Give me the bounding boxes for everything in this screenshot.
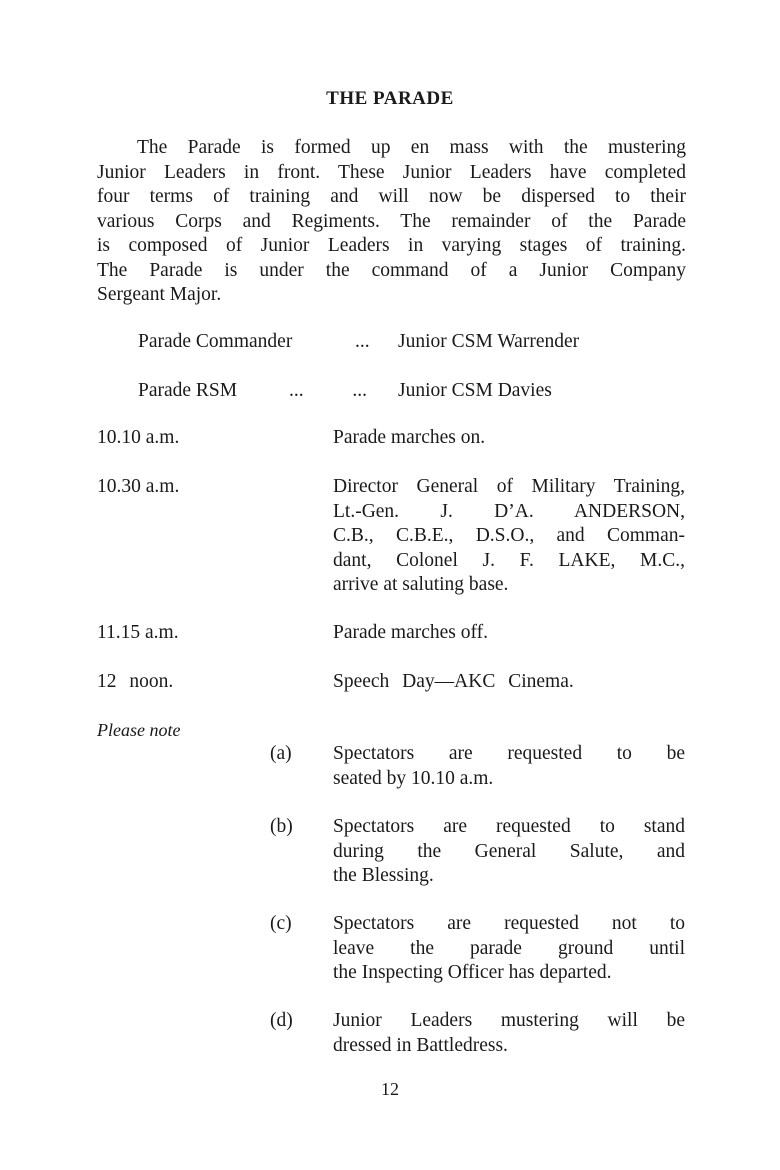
intro-line: Sergeant Major. xyxy=(97,284,222,305)
schedule-line: Parade marches off. xyxy=(333,622,489,643)
note-line: Junior Leaders mustering will be xyxy=(333,1010,685,1031)
schedule-time: 12 noon. xyxy=(97,671,174,692)
appointment-role: Parade RSM xyxy=(138,380,238,401)
note-marker: (b) xyxy=(270,816,293,837)
schedule-line: arrive at saluting base. xyxy=(333,574,509,595)
intro-line: four terms of training and will now be dispersed to their xyxy=(97,186,686,207)
intro-line: The Parade is formed up en mass with the mustering xyxy=(137,137,686,158)
schedule-time: 11.15 a.m. xyxy=(97,622,179,643)
schedule-line: C.B., C.B.E., D.S.O., and Comman- xyxy=(333,525,685,546)
schedule-line: Parade marches on. xyxy=(333,427,486,448)
schedule-line: dant, Colonel J. F. LAKE, M.C., xyxy=(333,549,685,571)
appointment-name: Junior CSM Davies xyxy=(398,380,552,401)
note-line: seated by 10.10 a.m. xyxy=(333,767,494,789)
schedule-line: Director General of Military Training, xyxy=(333,476,685,497)
intro-line: Junior Leaders in front. These Junior Leaders have completed xyxy=(97,161,686,183)
page-title: THE PARADE xyxy=(326,88,454,109)
appointment-role: Parade Commander xyxy=(138,331,293,352)
intro-line: The Parade is under the command of a Junior Company xyxy=(97,259,686,281)
schedule-line: Speech Day—AKC Cinema. xyxy=(333,671,574,692)
note-line: the Inspecting Officer has departed. xyxy=(333,962,612,983)
schedule-time: 10.10 a.m. xyxy=(97,427,180,448)
appointment-dots: ... xyxy=(355,331,370,352)
page-number: 12 xyxy=(381,1079,399,1099)
intro-line: is composed of Junior Leaders in varying stages of training. xyxy=(97,235,686,256)
note-line: Spectators are requested to be xyxy=(333,743,685,764)
schedule-time: 10.30 a.m. xyxy=(97,476,180,497)
note-line: Spectators are requested not to xyxy=(333,913,685,934)
note-line: leave the parade ground until xyxy=(333,937,685,959)
intro-paragraph xyxy=(97,136,686,308)
note-line: dressed in Battledress. xyxy=(333,1034,508,1056)
schedule-line: Lt.-Gen. J. D’A. ANDERSON, xyxy=(333,500,685,522)
note-marker: (c) xyxy=(270,913,292,934)
appointment-dots: ... ... xyxy=(289,380,367,401)
appointment-name: Junior CSM Warrender xyxy=(398,331,580,352)
note-line: during the General Salute, and xyxy=(333,840,685,862)
note-marker: (d) xyxy=(270,1010,293,1031)
note-line: Spectators are requested to stand xyxy=(333,816,685,837)
please-note-label: Please note xyxy=(97,720,181,740)
note-marker: (a) xyxy=(270,743,292,764)
note-line: the Blessing. xyxy=(333,865,434,886)
intro-line: various Corps and Regiments. The remainder of the Parade xyxy=(97,210,686,232)
